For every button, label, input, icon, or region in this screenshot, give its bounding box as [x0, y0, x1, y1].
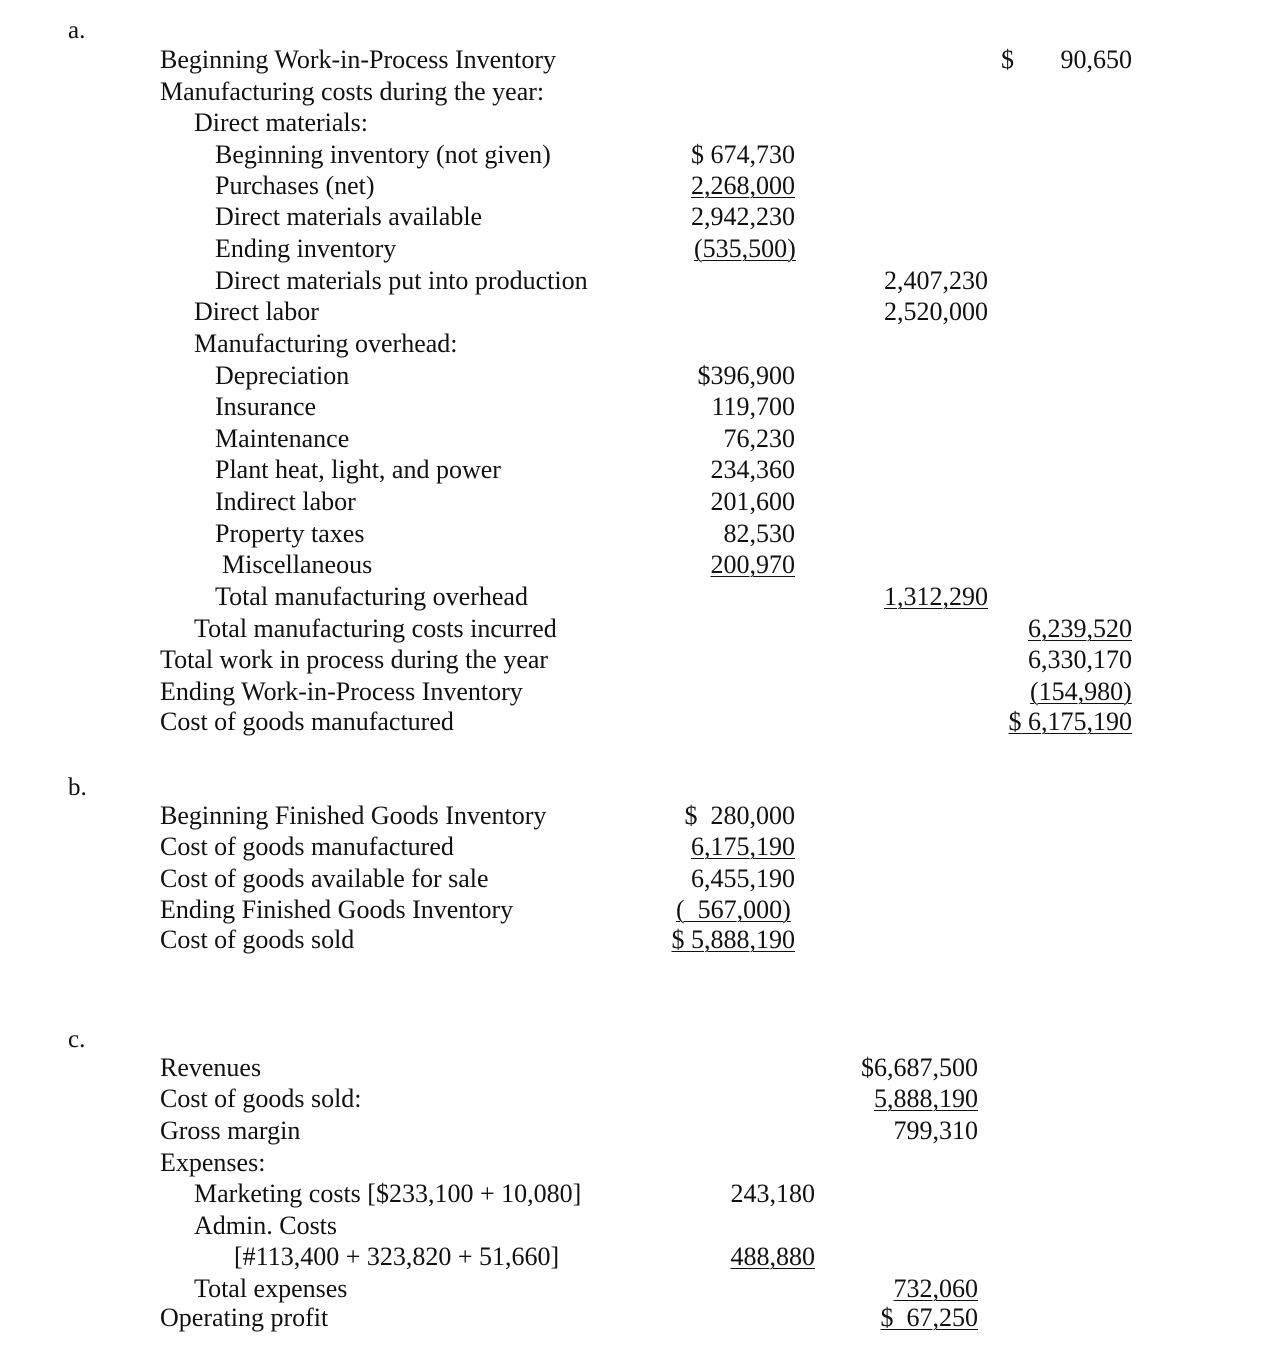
overhead-item-amount: 82,530 [723, 519, 795, 548]
overhead-item-amount: 119,700 [711, 392, 795, 421]
cogm-label: Cost of goods manufactured [160, 707, 454, 736]
ending-fg-label: Ending Finished Goods Inventory [160, 895, 514, 924]
beginning-wip-label: Beginning Work-in-Process Inventory [160, 45, 557, 74]
revenues-amount: $6,687,500 [861, 1053, 978, 1082]
total-mfg-costs-amount: 6,239,520 [1028, 614, 1132, 643]
dm-available-amount: 2,942,230 [691, 202, 795, 231]
ending-fg-amount: ( 567,000) [676, 895, 791, 924]
overhead-item-label: Property taxes [215, 519, 365, 548]
overhead-item-amount: 200,970 [710, 550, 795, 579]
beginning-inventory-amount: $ 674,730 [691, 140, 795, 169]
direct-materials-label: Direct materials: [194, 108, 368, 137]
overhead-item-amount: $396,900 [697, 361, 795, 390]
c-cogs-label: Cost of goods sold: [160, 1084, 362, 1113]
overhead-item-label: Plant heat, light, and power [215, 455, 501, 484]
direct-labor-label: Direct labor [194, 297, 319, 326]
overhead-item-label: Depreciation [215, 361, 350, 390]
ending-wip-label: Ending Work-in-Process Inventory [160, 677, 523, 706]
overhead-item-amount: 201,600 [710, 487, 795, 516]
beginning-wip-amount: 90,650 [1060, 45, 1132, 74]
gross-margin-amount: 799,310 [893, 1116, 978, 1145]
total-expenses-label: Total expenses [194, 1274, 348, 1303]
mfg-overhead-label: Manufacturing overhead: [194, 329, 458, 358]
direct-labor-amount: 2,520,000 [884, 297, 988, 326]
total-expenses-amount: 732,060 [893, 1274, 978, 1303]
b-cogm-amount: 6,175,190 [691, 832, 795, 861]
beginning-wip-dollar: $ [1001, 45, 1014, 74]
available-label: Cost of goods available for sale [160, 864, 489, 893]
overhead-item-label: Indirect labor [215, 487, 356, 516]
beginning-fg-label: Beginning Finished Goods Inventory [160, 801, 547, 830]
total-wip-amount: 6,330,170 [1028, 645, 1132, 674]
expenses-label: Expenses: [160, 1148, 266, 1177]
marketing-amount: 243,180 [730, 1179, 815, 1208]
admin-detail-amount: 488,880 [730, 1242, 815, 1271]
purchases-amount: 2,268,000 [691, 171, 795, 200]
gross-margin-label: Gross margin [160, 1116, 301, 1145]
overhead-item-label: Miscellaneous [222, 550, 373, 579]
total-overhead-label: Total manufacturing overhead [215, 582, 528, 611]
dm-into-production-amount: 2,407,230 [884, 266, 988, 295]
admin-detail-label: [#113,400 + 323,820 + 51,660] [234, 1242, 560, 1271]
total-overhead-amount: 1,312,290 [884, 582, 988, 611]
marketing-label: Marketing costs [$233,100 + 10,080] [194, 1179, 582, 1208]
ending-inventory-amount: (535,500) [694, 234, 796, 263]
beginning-fg-amount: $ 280,000 [684, 801, 795, 830]
b-cogm-label: Cost of goods manufactured [160, 832, 454, 861]
section-c-label: c. [68, 1026, 86, 1053]
section-b-label: b. [68, 774, 87, 801]
beginning-inventory-label: Beginning inventory (not given) [215, 140, 551, 169]
revenues-label: Revenues [160, 1053, 262, 1082]
mfg-costs-label: Manufacturing costs during the year: [160, 77, 545, 106]
purchases-label: Purchases (net) [215, 171, 375, 200]
overhead-item-label: Maintenance [215, 424, 350, 453]
b-cogs-label: Cost of goods sold [160, 925, 355, 954]
cogm-amount: $ 6,175,190 [1008, 707, 1132, 736]
c-cogs-amount: 5,888,190 [874, 1084, 978, 1113]
operating-profit-amount: $ 67,250 [880, 1303, 978, 1332]
dm-available-label: Direct materials available [215, 202, 483, 231]
section-a-label: a. [68, 17, 86, 44]
b-cogs-amount: $ 5,888,190 [671, 925, 795, 954]
operating-profit-label: Operating profit [160, 1303, 329, 1332]
overhead-item-amount: 76,230 [723, 424, 795, 453]
admin-label: Admin. Costs [194, 1211, 338, 1240]
overhead-item-amount: 234,360 [710, 455, 795, 484]
total-wip-label: Total work in process during the year [160, 645, 549, 674]
overhead-item-label: Insurance [215, 392, 317, 421]
ending-wip-amount: (154,980) [1030, 677, 1132, 706]
dm-into-production-label: Direct materials put into production [215, 266, 588, 295]
ending-inventory-label: Ending inventory [215, 234, 397, 263]
available-amount: 6,455,190 [691, 864, 795, 893]
total-mfg-costs-label: Total manufacturing costs incurred [194, 614, 557, 643]
